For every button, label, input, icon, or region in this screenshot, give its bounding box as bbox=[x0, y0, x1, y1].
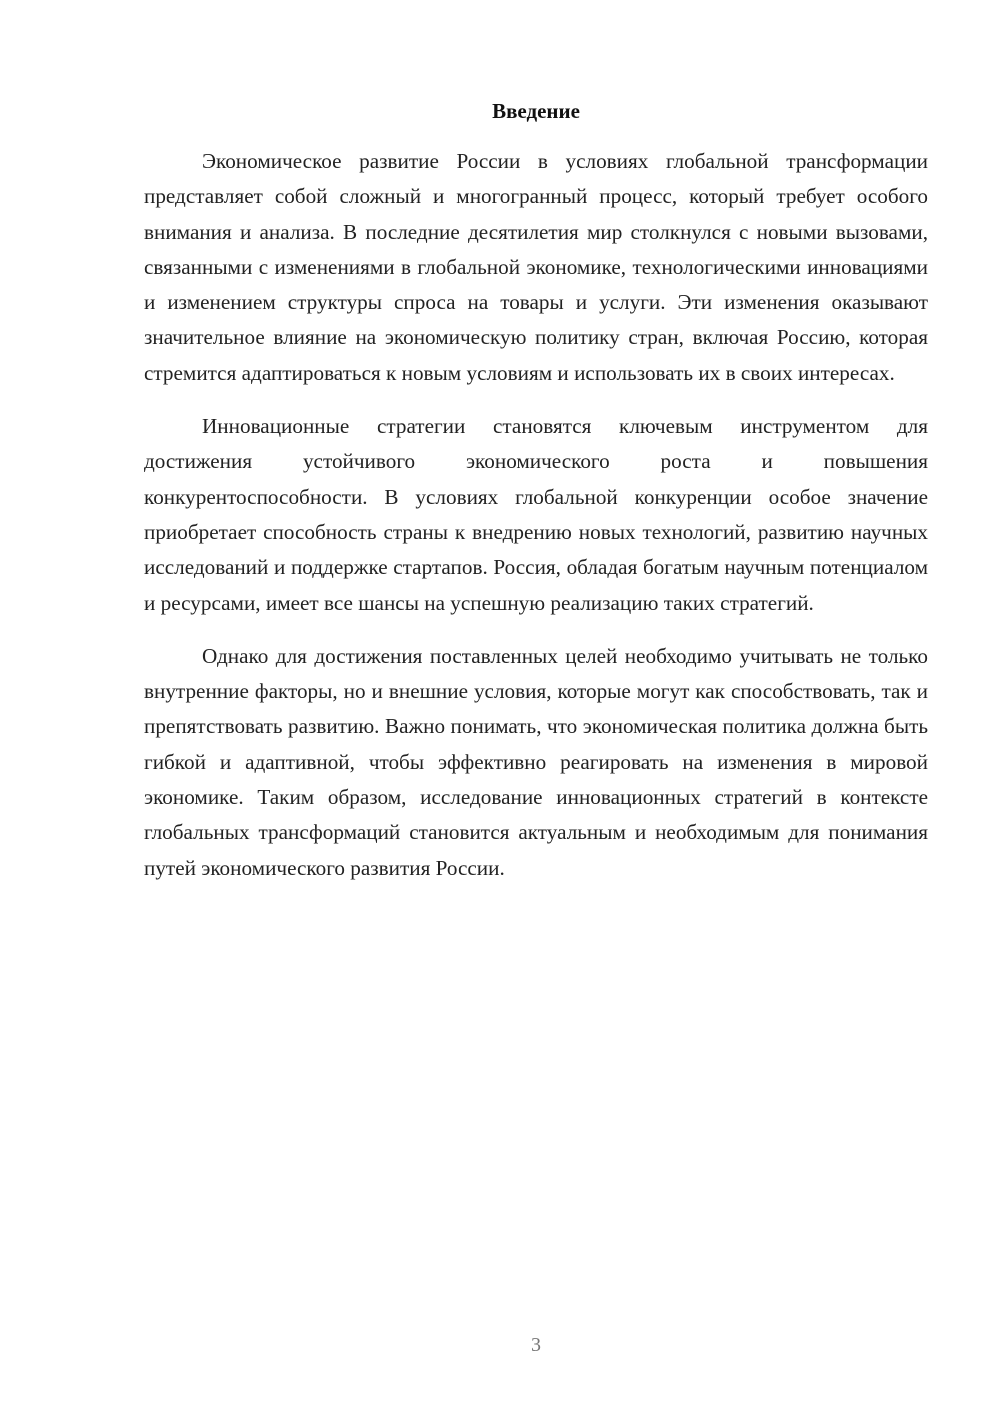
paragraph-1: Экономическое развитие России в условиях глобальной трансформации представляет собой сложный и многогранный процесс, который требует особого внимания и анализа. В последние десятилетия мир столкнулся с новыми вызовами, связанными с изменениями в глобальной экономике, технологическими инновациями и изменением структуры спроса на товары и услуги. Эти изменения оказывают значительное влияние на экономическую политику стран, включая Россию, которая стремится адаптироваться к новым условиям и использовать их в своих интересах. bbox=[144, 149, 928, 385]
page-number: 3 bbox=[531, 1334, 541, 1356]
section-title: Введение bbox=[492, 99, 580, 123]
paragraph-2: Инновационные стратегии становятся ключевым инструментом для достижения устойчивого экономического роста и повышения конкурентоспособности. В условиях глобальной конкуренции особое значение приобретает способность страны к внедрению новых технологий, развитию научных исследований и поддержке стартапов. Россия, обладая богатым научным потенциалом и ресурсами, имеет все шансы на успешную реализацию таких стратегий. bbox=[144, 414, 928, 615]
page-content bbox=[144, 96, 928, 886]
paragraph-3: Однако для достижения поставленных целей необходимо учитывать не только внутренние факторы, но и внешние условия, которые могут как способствовать, так и препятствовать развитию. Важно понимать, что экономическая политика должна быть гибкой и адаптивной, чтобы эффективно реагировать на изменения в мировой экономике. Таким образом, исследование инновационных стратегий в контексте глобальных трансформаций становится актуальным и необходимым для понимания путей экономического развития России. bbox=[144, 643, 928, 880]
